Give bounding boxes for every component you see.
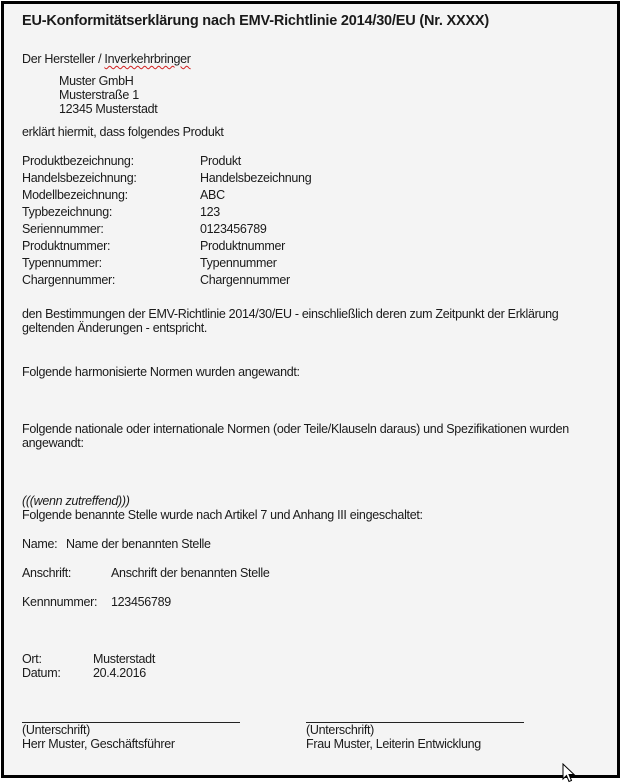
notified-body-name-label: Name:: [22, 537, 58, 551]
field-value: Chargennummer: [200, 273, 290, 287]
notified-body-id-value: 123456789: [111, 595, 171, 609]
field-label: Typennummer:: [22, 256, 102, 270]
compliance-line-2: geltenden Änderungen - entspricht.: [22, 321, 208, 335]
field-value: Handelsbezeichnung: [200, 171, 312, 185]
national-norms-line-1: Folgende nationale oder internationale Normen (oder Teile/Klauseln daraus) und Spezifikationen wurden: [22, 422, 569, 436]
conditional-note: (((wenn zutreffend))): [22, 494, 130, 508]
signatory-right: Frau Muster, Leiterin Entwicklung: [306, 737, 481, 751]
document-page: [1, 1, 620, 778]
signature-caption-right: (Unterschrift): [306, 723, 375, 737]
field-value: Produkt: [200, 154, 241, 168]
mouse-pointer-icon: [562, 763, 576, 783]
field-label: Chargennummer:: [22, 273, 116, 287]
date-value: 20.4.2016: [93, 666, 146, 680]
field-label: Produktnummer:: [22, 239, 111, 253]
manufacturer-intro: [22, 52, 191, 66]
signatory-left: Herr Muster, Geschäftsführer: [22, 737, 175, 751]
manufacturer-name: Muster GmbH: [59, 74, 134, 88]
harmonised-norms-heading: Folgende harmonisierte Normen wurden angewandt:: [22, 365, 300, 379]
place-value: Musterstadt: [93, 652, 156, 666]
document-title: EU-Konformitätserklärung nach EMV-Richtlinie 2014/30/EU (Nr. XXXX): [22, 13, 490, 29]
field-label: Produktbezeichnung:: [22, 154, 134, 168]
notified-body-id-label: Kennnummer:: [22, 595, 98, 609]
notified-body-address-value: Anschrift der benannten Stelle: [111, 566, 270, 580]
field-value: 0123456789: [200, 222, 267, 236]
field-label: Modellbezeichnung:: [22, 188, 128, 202]
manufacturer-street: Musterstraße 1: [59, 88, 139, 102]
spellcheck-flagged-word[interactable]: Inverkehrbringer: [104, 52, 191, 66]
declaration-statement: erklärt hiermit, dass folgendes Produkt: [22, 125, 224, 139]
field-value: 123: [200, 205, 220, 219]
field-value: Typennummer: [200, 256, 277, 270]
manufacturer-city: 12345 Musterstadt: [59, 102, 158, 116]
notified-body-address-label: Anschrift:: [22, 566, 72, 580]
date-label: Datum:: [22, 666, 61, 680]
compliance-line-1: den Bestimmungen der EMV-Richtlinie 2014/30/EU - einschließlich deren zum Zeitpunkt der Erklärung: [22, 307, 559, 321]
field-value: ABC: [200, 188, 225, 202]
field-label: Seriennummer:: [22, 222, 104, 236]
national-norms-line-2: angewandt:: [22, 436, 84, 450]
notified-body-name-value: Name der benannten Stelle: [66, 537, 211, 551]
field-label: Typbezeichnung:: [22, 205, 113, 219]
field-value: Produktnummer: [200, 239, 286, 253]
field-label: Handelsbezeichnung:: [22, 171, 137, 185]
manufacturer-intro-prefix: Der Hersteller /: [22, 52, 105, 66]
notified-body-intro: Folgende benannte Stelle wurde nach Artikel 7 und Anhang III eingeschaltet:: [22, 508, 423, 522]
signature-caption-left: (Unterschrift): [22, 723, 91, 737]
place-label: Ort:: [22, 652, 42, 666]
